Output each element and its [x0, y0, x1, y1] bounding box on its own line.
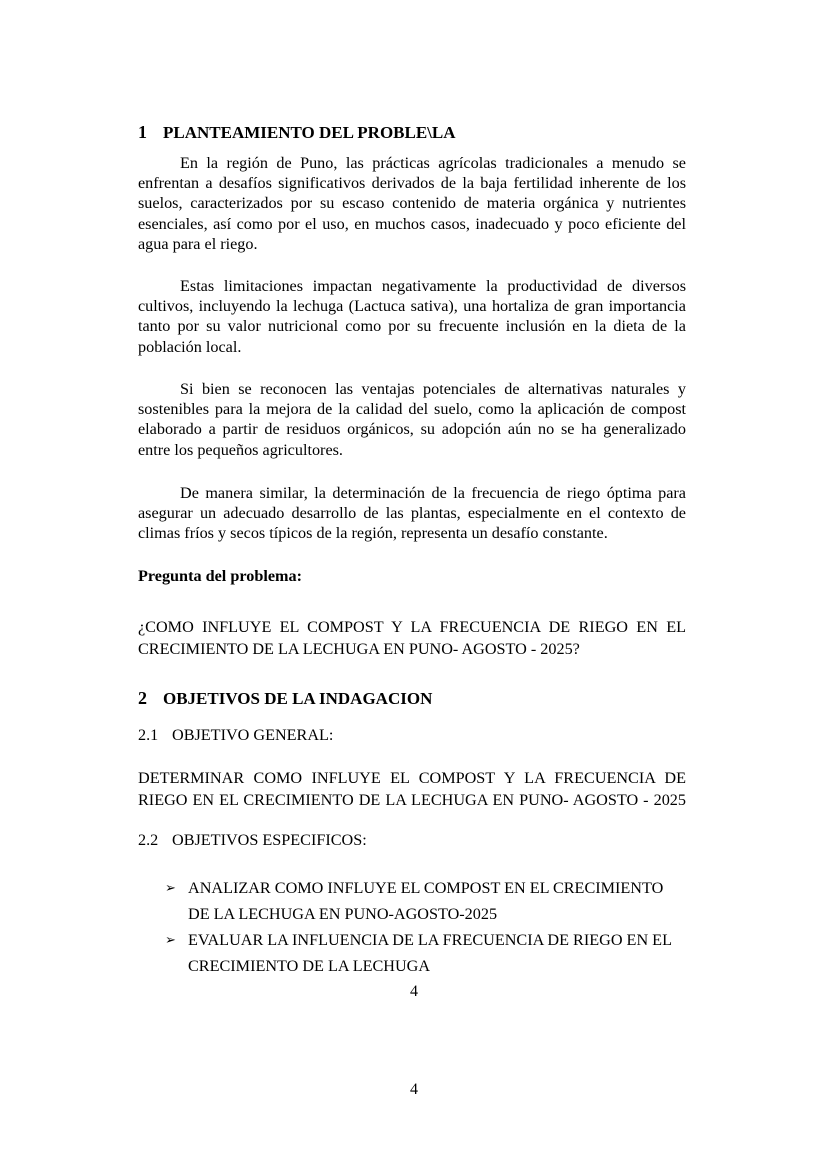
- paragraph-4: De manera similar, la determinación de la frecuencia de riego óptima para asegurar un adecuado desarrollo de las plantas, especialmente en el contexto de climas fríos y secos típicos de la región, representa un desafío constante.: [138, 484, 686, 543]
- section-1-heading: [138, 122, 456, 143]
- list-item-line: CRECIMIENTO DE LA LECHUGA: [188, 957, 431, 975]
- list-item-line: ANALIZAR COMO INFLUYE EL COMPOST EN EL CRECIMIENTO: [188, 879, 664, 897]
- subsection-number: 2.2: [138, 831, 159, 849]
- subsection-2-2-heading: [138, 831, 367, 850]
- arrow-bullet-icon: ➢: [165, 880, 176, 895]
- paragraph-1: En la región de Puno, las prácticas agrícolas tradicionales a menudo se enfrentan a desafíos significativos derivados de la baja fertilidad inherente de los suelos, caracterizados por su escaso contenido de materia orgánica y nutrientes esenciales, así como por el uso, en muchos casos, inadecuado y poco eficiente del agua para el riego.: [138, 154, 686, 253]
- arrow-bullet-icon: ➢: [165, 932, 176, 947]
- general-objective: [138, 768, 686, 811]
- specific-objectives-list: [138, 875, 686, 979]
- section-number: 2: [138, 688, 147, 708]
- list-item: [138, 927, 686, 979]
- paragraph-2: Estas limitaciones impactan negativamente la productividad de diversos cultivos, incluyendo la lechuga (Lactuca sativa), una hortaliza de gran importancia tanto por su valor nutricional como por su frecuente inclusión en la dieta de la población local.: [138, 277, 686, 356]
- inline-page-number: 4: [410, 983, 418, 1000]
- list-item-line: DE LA LECHUGA EN PUNO-AGOSTO-2025: [188, 905, 498, 923]
- paragraph-3: Si bien se reconocen las ventajas potenciales de alternativas naturales y sostenibles para la mejora de la calidad del suelo, como la aplicación de compost elaborado a partir de residuos orgánicos, su adopción aún no se ha generalizado entre los pequeños agricultores.: [138, 380, 686, 459]
- section-title: PLANTEAMIENTO DEL PROBLE\LA: [163, 123, 456, 142]
- section-title: OBJETIVOS DE LA INDAGACION: [163, 689, 433, 708]
- question-line: ¿COMO INFLUYE EL COMPOST Y LA FRECUENCIA DE RIEGO EN EL: [138, 618, 686, 636]
- list-item-line: EVALUAR LA INFLUENCIA DE LA FRECUENCIA DE RIEGO EN EL: [188, 931, 672, 949]
- objective-line: RIEGO EN EL CRECIMIENTO DE LA LECHUGA EN PUNO- AGOSTO - 2025: [138, 790, 686, 809]
- objective-line: DETERMINAR COMO INFLUYE EL COMPOST Y LA FRECUENCIA DE: [138, 769, 686, 787]
- question-line: CRECIMIENTO DE LA LECHUGA EN PUNO- AGOSTO - 2025?: [138, 639, 580, 658]
- subsection-number: 2.1: [138, 726, 159, 744]
- list-item: [138, 875, 686, 927]
- section-number: 1: [138, 122, 147, 142]
- footer-page-number: 4: [410, 1081, 418, 1098]
- subsection-2-1-heading: [138, 726, 333, 745]
- subsection-title: OBJETIVO GENERAL:: [172, 726, 334, 744]
- section-2-heading: [138, 688, 432, 709]
- question-label: Pregunta del problema:: [138, 567, 302, 585]
- subsection-title: OBJETIVOS ESPECIFICOS:: [172, 831, 367, 849]
- problem-question: [138, 617, 686, 660]
